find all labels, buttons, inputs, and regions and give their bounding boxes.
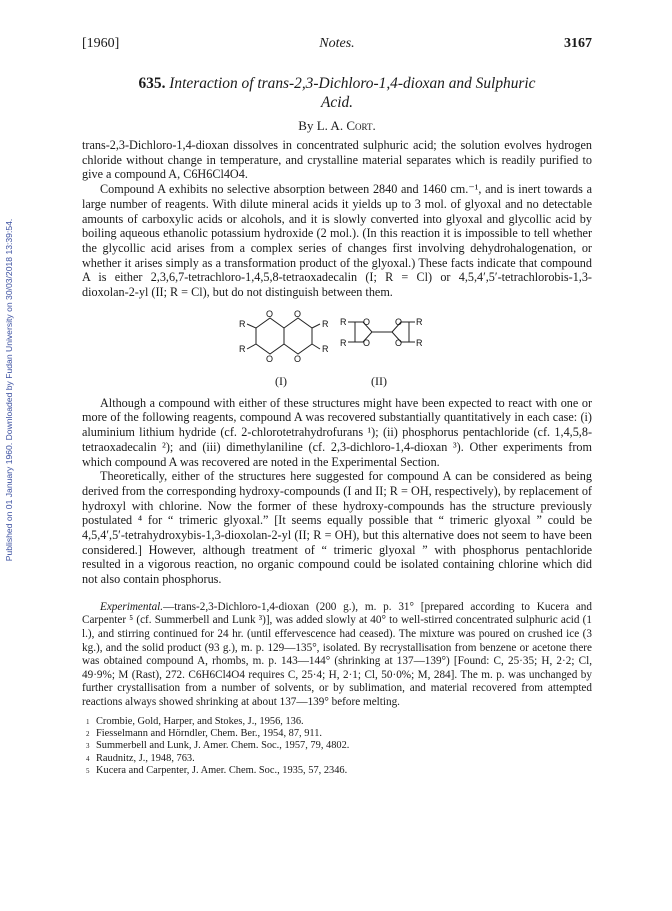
reference-item: 5 Kucera and Carpenter, J. Amer. Chem. Soc., 1935, 57, 2346. (86, 765, 348, 777)
atom-o-5: O (363, 316, 371, 327)
atom-o-1: O (266, 308, 274, 319)
structure-II-bonds (348, 322, 415, 342)
article-number: 635. (138, 75, 166, 92)
author-name: L. A. Cort. (316, 118, 376, 133)
paragraph-4: Theoretically, either of the structures here suggested for compound A can be considered as being derived from the corresponding hydroxy-compounds (I and II; R = OH, respectively), by replacement of hydroxyl with chlorine. Now the former of these hydroxy-compounds has the structure previously postulated ⁴ for “ trimeric glyoxal.” [It seems equally possible that “ trimeric glyoxal ” could be 4,5,4′,5′-tetrahydroxybis-1,3-dioxolan-2-yl (II; R = OH), but this alternative does not seem to have been considered.] However, although treatment of “ trimeric glyoxal ” with phosphorus pentachloride resulted in a vigorous reaction, no organic compound could be isolated containing chlorine which did not also contain phosphorus. (82, 469, 592, 587)
header-page-number: 3167 (564, 36, 592, 51)
download-notice-text: Published on 01 January 1960. Downloaded by Fudan University on 30/03/2018 13:39:54. (4, 218, 14, 562)
atom-o-2: O (294, 308, 302, 319)
atom-o-7: O (395, 316, 403, 327)
journal-page (82, 36, 592, 778)
atom-r-8: R (416, 337, 423, 348)
structure-label-II: (II) (371, 373, 387, 388)
experimental-text: —trans-2,3-Dichloro-1,4-dioxan (200 g.), m. p. 31° [prepared according to Kucera and Carpenter ⁵ (cf. Summerbell and Lunk ³)], was added slowly at 40° to well-stirred concentrated sulphuric acid (1 l.), and stirring continued for 24 hr. (until effervescence had ceased). The mixture was poured on crushed ice (3 kg.), and the solid product (93 g.), m. p. 129—135°, isolated. By recrystallisation from benzene or acetone there was obtained compound A, rhombs, m. p. 143—144° (shrinking at 137—139°) [Found: C, 25·35; H, 2·2; Cl, 49·9%; M (Rast), 272. C6H6Cl4O4 requires C, 25·4; H, 2·1; Cl, 50·0%; M, 284]. The m. p. was unchanged by further crystallisation from a number of solvents, or by sublimation, and material recovered from attempted reactions always showed shrinking at about 137—139° before melting. (82, 600, 592, 709)
title-part-3: Acid. (320, 94, 354, 111)
atom-r-4: R (322, 343, 329, 354)
atom-o-4: O (294, 353, 302, 364)
atom-r-3: R (322, 318, 329, 329)
header-section: Notes. (319, 36, 355, 51)
header-year: [1960] (82, 36, 120, 51)
title-part-2: trans-2,3-Dichloro-1,4-dioxan and Sulphuric (257, 75, 536, 92)
atom-r-5: R (340, 316, 347, 327)
reference-item: 2 Fiesselmann and Hörndler, Chem. Ber., 1954, 87, 911. (86, 728, 323, 740)
reference-item: 1 Crombie, Gold, Harper, and Stokes, J., 1956, 136. (86, 715, 304, 727)
byline (82, 118, 592, 134)
atom-r-1: R (239, 318, 246, 329)
reference-item: 3 Summerbell and Lunk, J. Amer. Chem. Soc., 1957, 79, 4802. (86, 740, 350, 752)
structure-drawing (82, 304, 592, 394)
structure-I-bonds (247, 318, 320, 354)
atom-o-8: O (395, 337, 403, 348)
download-notice (2, 150, 16, 630)
atom-r-6: R (340, 337, 347, 348)
chemical-structures (82, 304, 592, 394)
paragraph-1: trans-2,3-Dichloro-1,4-dioxan dissolves in concentrated sulphuric acid; the solution evolves hydrogen chloride without change in temperature, and crystalline material separates which is readily purified to give a compound A, C6H6Cl4O4. (82, 138, 592, 182)
reference-item: 4 Raudnitz, J., 1948, 763. (86, 752, 195, 764)
paragraph-2: Compound A exhibits no selective absorption between 2840 and 1460 cm.⁻¹, and is inert towards a large number of reagents. With dilute mineral acids it yields up to 3 mol. of glyoxal and no detectable amounts of carboxylic acids or alcohols, and it is slowly converted into glyoxal and glycollic acid by boiling aqueous ethanolic potassium hydroxide (2 mol.). (In this reaction it is impossible to tell whether the glycollic acid arises from a complex series of changes first involving dehydrohalogenation, or whether it arises simply as a transformation product of the glyoxal.) These facts indicate that compound A is either 2,3,6,7-tetrachloro-1,4,5,8-tetraoxadecalin (I; R = Cl) or 4,5,4′,5′-tetrachlorobis-1,3-dioxolan-2-yl (II; R = Cl), but do not distinguish between them. (82, 182, 592, 300)
atom-r-2: R (239, 343, 246, 354)
atom-o-3: O (266, 353, 274, 364)
paragraph-3: Although a compound with either of these structures might have been expected to react with one or more of the following reagents, compound A was recovered substantially quantitatively in each case: (i) aluminium lithium hydride (cf. 2-chlorotetrahydrofurans ¹); (ii) phosphorus pentachloride (cf. 1,4,5,8-tetraoxadecalin ²); and (iii) dimethylaniline (cf. 2,3-dichloro-1,4-dioxan ³). Other experiments from which compound A was recovered are noted in the Experimental Section. (82, 395, 592, 469)
running-header (82, 36, 592, 56)
article-title (82, 74, 592, 112)
atom-r-7: R (416, 316, 423, 327)
experimental-section (82, 601, 592, 710)
references-list (82, 716, 592, 778)
experimental-heading: Experimental. (100, 600, 164, 613)
author-prefix: By (298, 118, 314, 133)
title-part-1: Interaction of (169, 75, 254, 92)
atom-o-6: O (363, 337, 371, 348)
structure-label-I: (I) (275, 373, 287, 388)
